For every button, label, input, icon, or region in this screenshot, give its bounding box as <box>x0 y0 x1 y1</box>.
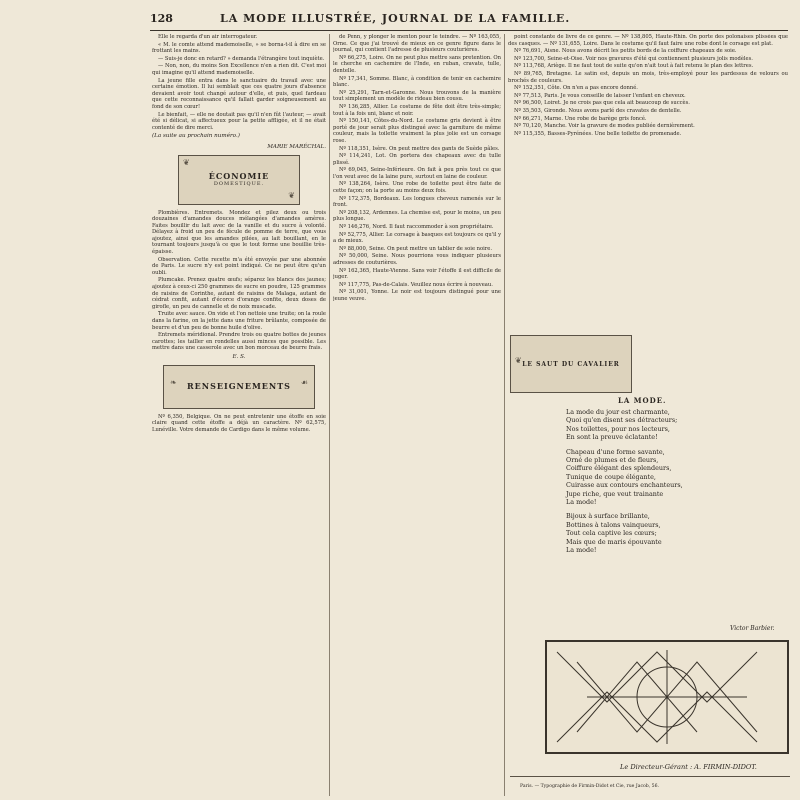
poem-line: Bijoux à surface brillante, <box>566 512 650 521</box>
poem-line: Nos toilettes, pour nos lecteurs, <box>566 424 670 433</box>
correspondence-paragraph: Nº 31,001, Yonne. Le noir est toujours distingué pour une jeune veuve. <box>333 289 501 302</box>
poem-stanza <box>566 512 766 554</box>
poem <box>566 408 766 561</box>
correspondence-paragraph: Nº 66,275, Loire. On ne peut plus mettre sans pretention. On le cherche en cachemire de l'Inde, en ruban, cravate, tulle, dentelle. <box>333 54 501 74</box>
ornament-icon: ❦ <box>515 356 522 365</box>
correspondence-paragraph: Nº 89,765, Bretagne. Le satin est, depuis un mois, très-employé pour les pardessus de velours ou brochés de couleurs. <box>508 70 788 84</box>
story-paragraph: — Non, non, du moins Son Excellence n'en a rien dit. C'est moi qui imagine qu'il attend mademoiselle. <box>152 63 326 76</box>
correspondence-text <box>333 34 501 303</box>
column-2 <box>333 34 501 794</box>
poem-line: Cuirasse aux contours enchanteurs, <box>566 481 683 490</box>
poem-stanza <box>566 448 766 507</box>
correspondence-paragraph: Nº 66,271, Marne. Une robe de barège gris foncé. <box>514 115 647 122</box>
correspondence-paragraph: Nº 113,768, Ariège. Il ne faut tout de suite qu'on n'ait tout à fait retenu le plan des lettres. <box>514 63 754 70</box>
journal-title: LA MODE ILLUSTRÉE, JOURNAL DE LA FAMILLE. <box>220 12 571 25</box>
correspondence-paragraph: Nº 136,285, Allier. Le costume de fête doit être très-simple; tout à la fois uni, blanc et noir. <box>333 103 501 117</box>
knight-tour-puzzle <box>545 640 789 754</box>
puzzle-grid-graphic <box>547 642 787 752</box>
story-continuation <box>152 34 326 131</box>
poem-line: Orné de plumes et de fleurs, <box>566 456 659 465</box>
section-subtitle: DOMESTIQUE. <box>213 180 265 187</box>
story-paragraph: Le bienfait, — elle ne doutait pas qu'il n'en fût l'auteur, — avait été si délicat, si affectueux pour la petite affligée, et il ne était contenté de dire merci. <box>152 111 326 131</box>
recipe-paragraph: Plombières. Entremets. Mondez et pilez deux ou trois douzaines d'amandes douces mélangées d'amandes amères. Faites bouillir du lait avec de la vanille et du sucre à volonté. Délayez à froid un peu de fécule de pomme de terre, que vous ajoutez, ainsi que les amandes pilées, au lait bouillant, en le tournant toujours jusqu'à ce que le tout forme une bouillie très-épaisse. <box>152 209 326 256</box>
renseignements-vignette <box>163 365 315 409</box>
to-be-continued: (La suite au prochain numéro.) <box>152 133 240 140</box>
correspondence-paragraph: Nº 208,132, Ardennes. La chemise est, pour le moins, un peu plus longue. <box>333 209 501 223</box>
correspondence-paragraph: Nº 123,700, Seine-et-Oise. Voir nos gravures d'été qui contiennent plusieurs jolis modèles. <box>514 55 753 62</box>
recipe-paragraph: Entremets méridional. Prendre trois ou quatre bottes de jeunes carottes; les tailler en rondelles aussi minces que possible. Les mettre dans une casserole avec un bon morceau de beurre frais. <box>152 332 326 352</box>
correspondence-paragraph: Nº 52,775, Allier. Le corsage à basques est toujours ce qu'il y a de mieux. <box>333 231 501 245</box>
ornament-icon: ❧ <box>170 377 177 387</box>
correspondence-paragraph: Nº 96,500, Loiret. Je ne crois pas que cela ait beaucoup de succès. <box>514 100 690 107</box>
story-paragraph: — Suis-je donc en retard? » demanda l'étrangère tout inquiète. <box>158 55 325 62</box>
poem-line: Quoi qu'en disent ses détracteurs; <box>566 416 678 425</box>
correspondence-paragraph: Nº 76,691, Aisne. Nous avons décrit les petits bords de la coiffure chapeaux de soie. <box>514 48 737 55</box>
correspondence-paragraph: Nº 162,365, Haute-Vienne. Sans voir l'étoffe il est difficile de juger. <box>333 267 501 281</box>
poem-line: Jupe riche, que veut trainante <box>566 489 664 498</box>
poem-line: La mode du jour est charmante, <box>566 408 670 416</box>
column-divider <box>504 34 505 796</box>
recipe-paragraph: Observation. Cette recette m'a été envoyée par une abonnée de Paris. Le sucre n'y est point indiqué. Ce ne peut être qu'un oubli. <box>152 256 326 276</box>
ornament-icon: ❦ <box>288 190 295 200</box>
poem-line: La mode! <box>566 546 597 555</box>
economy-text <box>152 210 326 352</box>
correspondence-paragraph: Nº 69,045, Seine-Inférieure. On fait à peu près tout ce que l'on veut avec de la laine pure, surtout en laine de couleur. <box>333 167 501 180</box>
saut-du-cavalier-vignette <box>510 335 632 393</box>
poem-line: Coiffure élégant des splendeurs, <box>566 464 672 473</box>
story-paragraph: Elle le regarda d'un air interrogateur. <box>158 34 258 40</box>
puzzle-title: LE SAUT DU CAVALIER <box>522 360 620 368</box>
correspondence-paragraph: Nº 70,120, Manche. Voir la gravure de modes publiée dernièrement. <box>514 123 695 130</box>
poem-line: Mais que de maris épouvante <box>566 537 662 546</box>
poem-stanza <box>566 408 766 442</box>
printer-imprint: Paris. — Typographie de Firmin-Didot et Cie, rue Jacob, 56. <box>520 784 659 789</box>
correspondence-text <box>508 34 788 137</box>
page-number: 128 <box>150 12 173 25</box>
header-rule <box>150 30 788 31</box>
correspondence-paragraph: Nº 17,341, Somme. Blanc, à condition de tenir en cachemire blanc. <box>333 75 501 89</box>
poem-line: Tunique de coupe élégante, <box>566 472 656 481</box>
correspondence-paragraph: Nº 146,276, Nord. Il faut raccommoder à son propriétaire. <box>339 224 494 231</box>
ornament-icon: ❦ <box>183 157 190 167</box>
column-1 <box>152 34 326 794</box>
correspondence-paragraph: Nº 35,503, Gironde. Nous avons parlé des cravates de dentelle. <box>514 107 682 114</box>
correspondence-paragraph: Nº 117,775, Pas-de-Calais. Veuillez nous écrire à nouveau. <box>339 281 493 288</box>
correspondence-paragraph: de Penn, y plonger le menton pour le teindre. — Nº 163,055, Orne. Ce que j'ai trouvé de mieux en ce genre figure dans le journal, qui contient l'adresse de plusieurs couturières. <box>333 34 501 54</box>
footer-rule <box>510 776 790 777</box>
poem-line: Tout cela captive les cœurs; <box>566 529 657 538</box>
economy-signature: E. S. <box>232 353 246 360</box>
correspondence-paragraph: Nº 88,000, Seine. On peut mettre un tablier de soie noire. <box>339 245 493 252</box>
correspondence-paragraph: Nº 114,241, Lot. On portera des chapeaux avec du tulle plissé. <box>333 153 501 166</box>
ornament-icon: ☙ <box>300 377 308 387</box>
correspondence-paragraph: Nº 115,355, Basses-Pyrénées. Une belle toilette de promenade. <box>514 130 682 137</box>
section-title-renseignements: RENSEIGNEMENTS <box>187 381 291 392</box>
recipe-paragraph: Plumcake. Prenez quatre œufs; séparez les blancs des jaunes; ajoutez à ceux-ci 250 grammes de sucre en poudre, 125 grammes de raisins de Corinthe, autant de raisins de Malaga, autant de cédrat confit, autant d'écorce d'orange confite, deux doses de girofle, un peu de cannelle et de noix muscade. <box>152 277 326 310</box>
poem-section-title: LA MODE. <box>618 396 667 405</box>
recipe-paragraph: Truite avec sauce. On vide et l'on nettoie une truite; on la roule dans la farine, on la jette dans une friture brûlante, composée de beurre et d'un peu de bonne huile d'olive. <box>152 311 326 331</box>
correspondence-paragraph: Nº 25,291, Tarn-et-Garonne. Nous trouvons de la manière tout simplement un modèle de rideau bien cousu. <box>333 89 501 103</box>
poem-author: Victor Barbier. <box>730 625 775 632</box>
correspondence-paragraph: Nº 50,000, Seine. Nous pourrions vous indiquer plusieurs adresses de couturières. <box>333 253 501 266</box>
poem-line: Chapeau d'une forme savante, <box>566 447 665 456</box>
correspondence-paragraph: Nº 152,351, Côte. On n'en a pas encore donné. <box>514 85 638 92</box>
column-3 <box>508 34 788 334</box>
correspondence-paragraph: point constante de livre de ce genre. — Nº 138,805, Haute-Rhin. On porte des polonaises plissées que des casques. — Nº 131,655, Loire. Dans le costume qu'il faut faire une robe dont le corsage est plat. <box>508 34 788 47</box>
poem-line: La mode! <box>566 498 597 507</box>
column-divider <box>329 34 330 796</box>
economie-vignette <box>178 155 300 205</box>
story-paragraph: La jeune fille entra dans le sanctuaire du travail avec une certaine émotion. Il lui semblait que ces quatre jours d'absence devaient avoir tout changé autour d'elle, et puis, quel fardeau que cette reconnaissance qu'il fallait garder soigneusement au fond de son cœur! <box>152 77 326 110</box>
correspondence-paragraph: Nº 77,513, Paris. Je vous conseille de laisser l'enfant en cheveux. <box>514 92 686 99</box>
section-title-economie: ÉCONOMIE <box>208 170 270 181</box>
poem-line: En sont la preuve éclatante! <box>566 433 658 442</box>
correspondence-paragraph: Nº 172,375, Bordeaux. Les longues cheveux ramenés sur le front. <box>333 195 501 209</box>
correspondence-paragraph: Nº 138,264, Isère. Une robe de toilette peut être faite de cette façon; on la porte au moins deux fois. <box>333 181 501 195</box>
correspondence-paragraph: Nº 118,351, Isère. On peut mettre des gants de Suède pâles. <box>339 145 500 152</box>
page-header <box>150 12 800 28</box>
story-paragraph: « M. le comte attend mademoiselle, » se borna-t-il à dire en se frottant les mains. <box>152 41 326 55</box>
correspondence-paragraph: Nº 150,141, Côtes-du-Nord. Le costume gris devient à être porté de jour serait plus distingué avec la garniture de même couleur, mais la toilette vraiment la plus jolie est un corsage rose. <box>333 118 501 144</box>
director-credit: Le Directeur-Gérant : A. FIRMIN-DIDOT. <box>620 763 757 771</box>
poem-line: Bottines à talons vainqueurs, <box>566 520 661 529</box>
renseignements-text: Nº 6,350, Belgique. On ne peut entretenir une étoffe en soie claire quand cette étoffe a déjà un caractère. Nº 62,575, Lunéville. Votre demande de Cardigo dans le même volume. <box>152 413 326 433</box>
story-author: MARIE MARÉCHAL. <box>267 143 326 150</box>
